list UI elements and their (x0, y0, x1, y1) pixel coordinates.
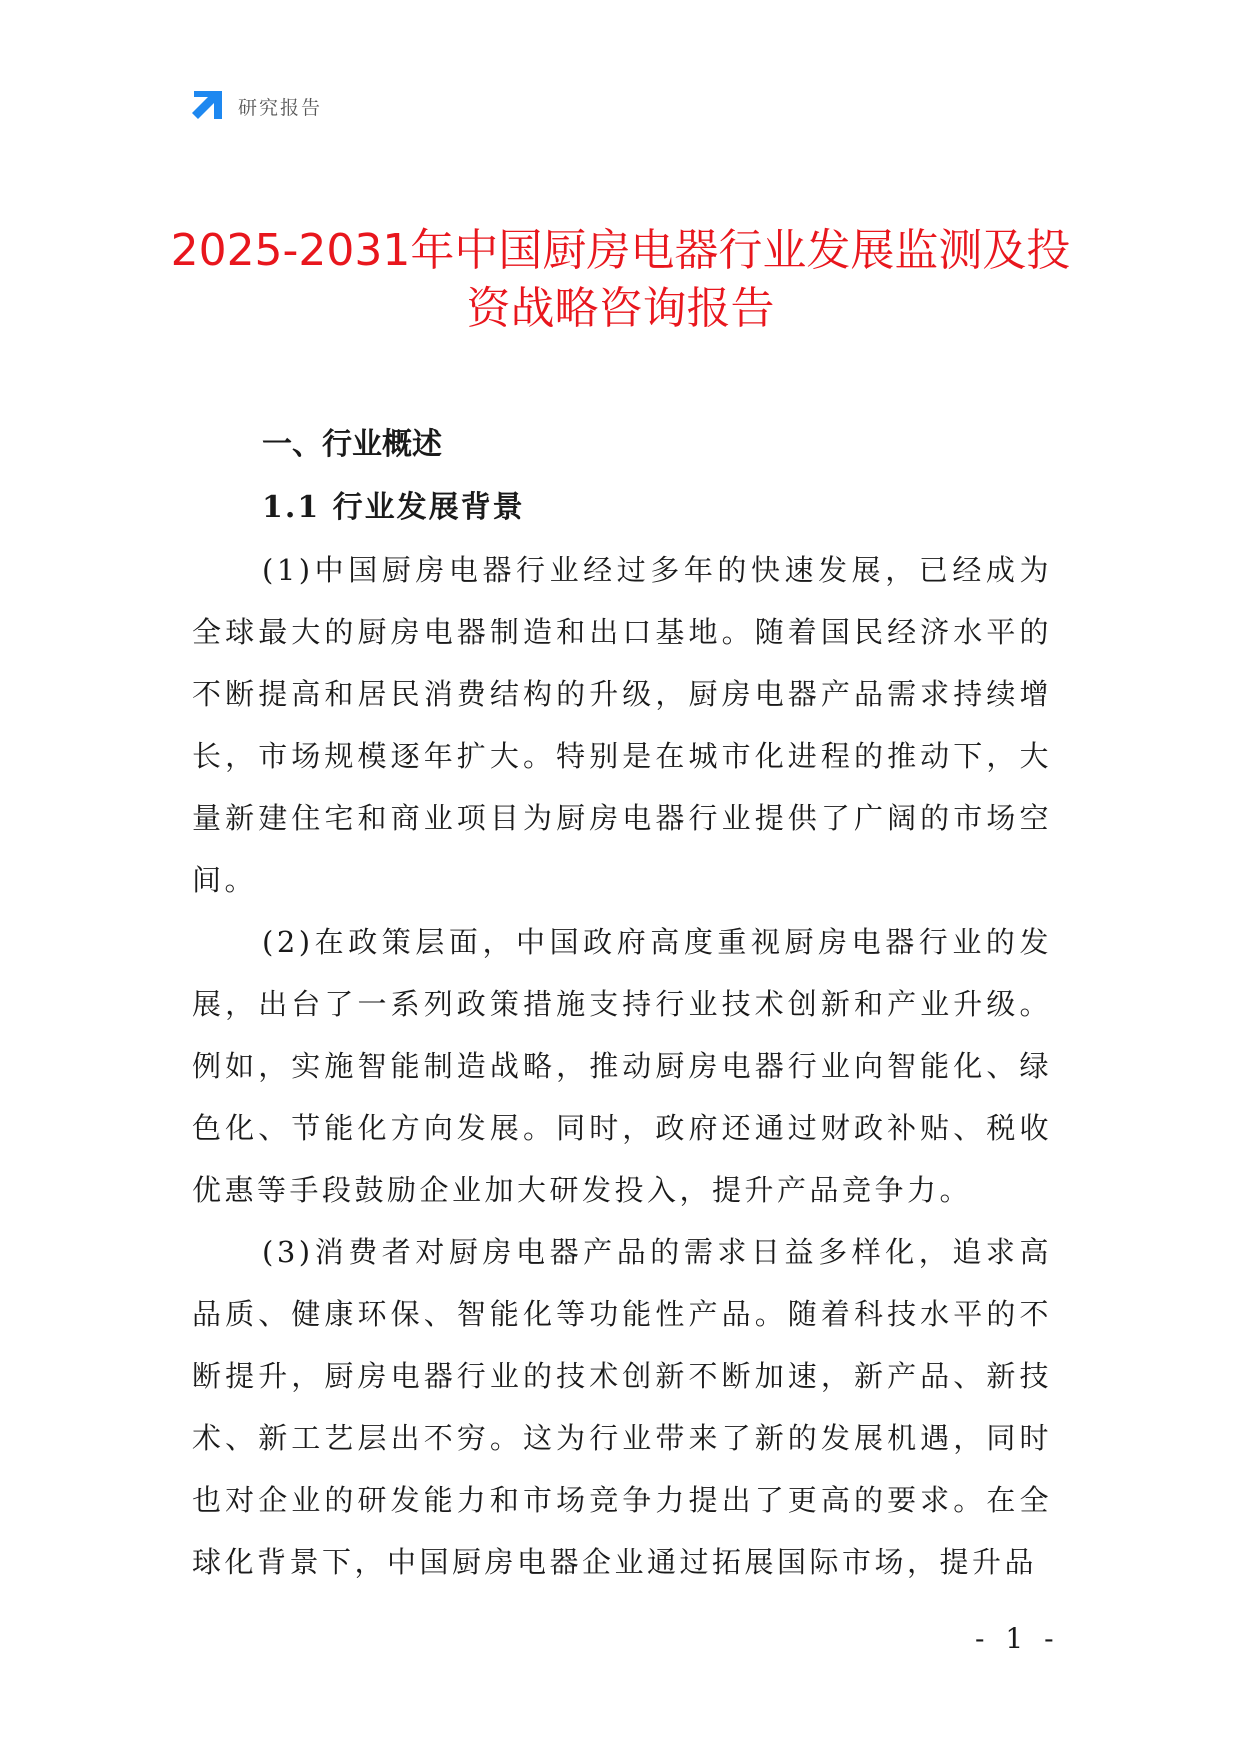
paragraph: (3)消费者对厨房电器产品的需求日益多样化，追求高品质、健康环保、智能化等功能性产品。随着科技水平的不断提升，厨房电器行业的技术创新不断加速，新产品、新技术、新工艺层出不穷。这为行业带来了新的发展机遇，同时也对企业的研发能力和市场竞争力提出了更高的要求。在全球化背景下，中国厨房电器企业通过拓展国际市场，提升品 (192, 1235, 1052, 1579)
page-number: - 1 - (975, 1622, 1060, 1655)
report-title: 2025-2031年中国厨房电器行业发展监测及投资战略咨询报告 (170, 225, 1071, 334)
header-label: 研究报告 (238, 96, 323, 119)
section-heading: 一、行业概述 (262, 427, 442, 462)
body-text (192, 539, 1052, 1593)
report-header (190, 88, 322, 124)
paragraph: (2)在政策层面，中国政府高度重视厨房电器行业的发展，出台了一系列政策措施支持行业技术创新和产业升级。例如，实施智能制造战略，推动厨房电器行业向智能化、绿色化、节能化方向发展。同时，政府还通过财政补贴、税收优惠等手段鼓励企业加大研发投入，提升产品竞争力。 (192, 925, 1052, 1207)
paragraph: (1)中国厨房电器行业经过多年的快速发展，已经成为全球最大的厨房电器制造和出口基地。随着国民经济水平的不断提高和居民消费结构的升级，厨房电器产品需求持续增长，市场规模逐年扩大。特别是在城市化进程的推动下，大量新建住宅和商业项目为厨房电器行业提供了广阔的市场空间。 (192, 553, 1052, 897)
subsection-heading: 1.1 行业发展背景 (262, 490, 525, 525)
arrow-up-right-icon (190, 89, 224, 123)
